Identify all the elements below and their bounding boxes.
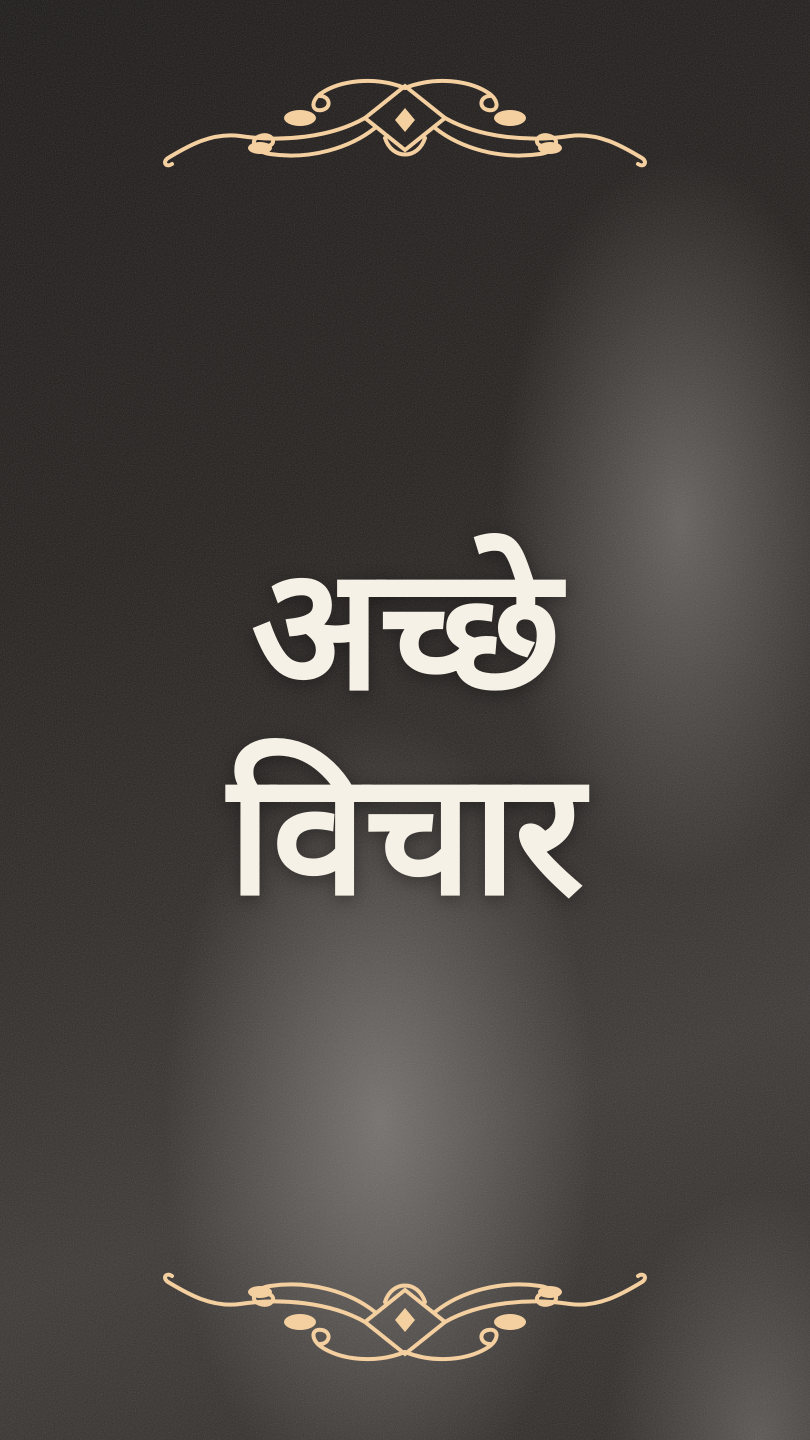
title-line-2: विचार	[227, 736, 583, 934]
ornament-bottom-icon	[160, 1262, 650, 1362]
ornament-top-icon	[160, 78, 650, 178]
title-line-1: अच्छे	[251, 531, 559, 729]
